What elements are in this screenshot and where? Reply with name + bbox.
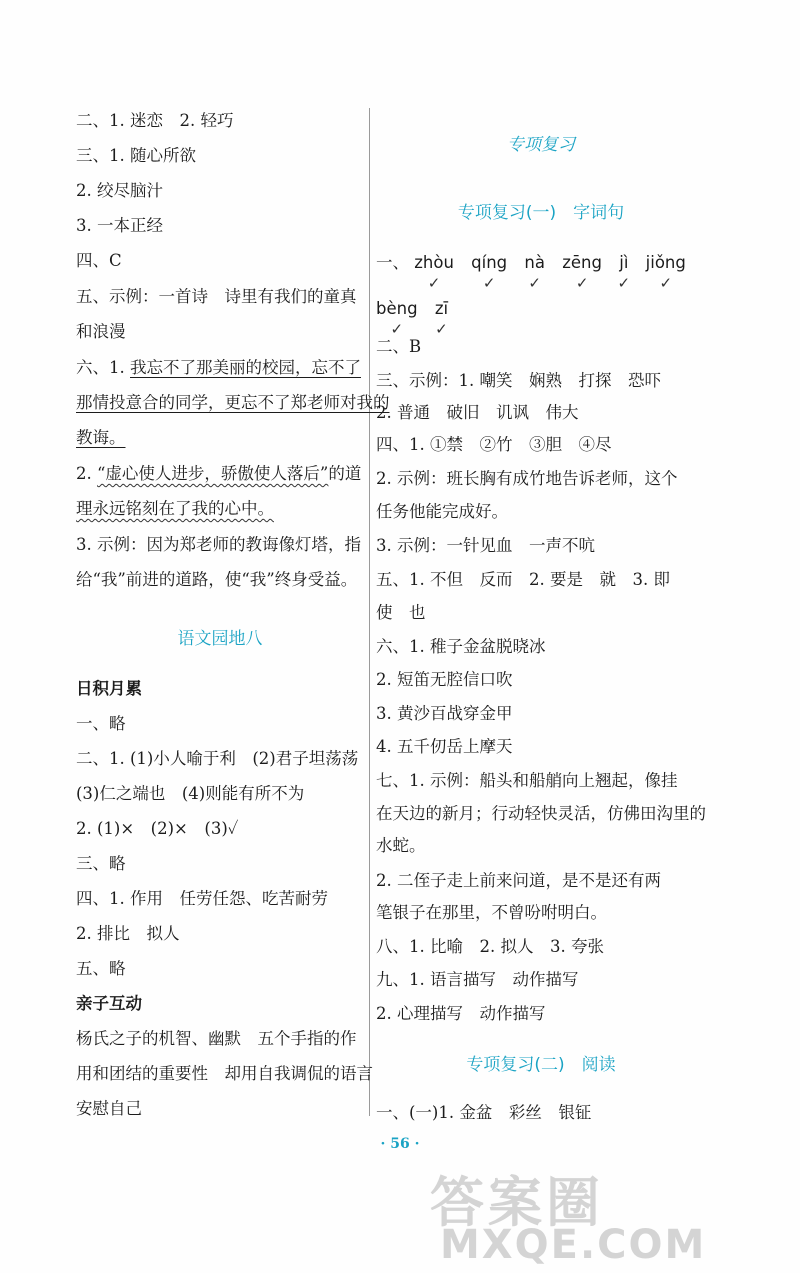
answer-line: 六、1. 稚子金盆脱晓冰: [376, 637, 546, 656]
answer-line: 2. (1)× (2)× (3)✓: [76, 819, 239, 838]
answer-line: 2. 心理描写 动作描写: [376, 1004, 546, 1023]
answer-line: 杨氏之子的机智、幽默 五个手指的作: [76, 1029, 357, 1048]
answer-line: 四、1. ①禁 ②竹 ③胆 ④尽: [376, 435, 612, 454]
pinyin: [562, 252, 602, 292]
pinyin-text: zī: [434, 299, 449, 318]
answer-line: 笔银子在那里，不曾吩咐明白。: [376, 903, 607, 922]
answer-line: 和浪漫: [76, 322, 126, 341]
answer-line: 五、示例：一首诗 诗里有我们的童真: [76, 287, 357, 306]
answer-line: 在天边的新月；行动轻快灵活，仿佛田沟里的: [376, 804, 706, 823]
answer-line: 用和团结的重要性 却用自我调侃的语言: [76, 1064, 373, 1083]
check-icon: ✓: [659, 274, 673, 292]
pinyin-line: [376, 298, 460, 338]
pinyin-text: bèng: [376, 299, 418, 318]
watermark: [430, 1160, 790, 1270]
answer-line: 给“我”前进的道路，使“我”终身受益。: [76, 570, 358, 589]
answer-line: 七、1. 示例：船头和船艄向上翘起，像挂: [376, 771, 678, 790]
answer-line: 3. 黄沙百战穿金甲: [376, 704, 513, 723]
answer-line: 2. 绞尽脑汁: [76, 181, 163, 200]
underlined-answer: 教诲。: [76, 428, 126, 447]
answer-line: 安慰自己: [76, 1099, 142, 1118]
answer-line: 3. 一本正经: [76, 216, 163, 235]
answer-line: 使 也: [376, 603, 426, 622]
pinyin-text: qíng: [471, 253, 508, 272]
answer-line: 八、1. 比喻 2. 拟人 3. 夸张: [376, 937, 604, 956]
wavy-underlined-answer: 理永远铭刻在了我的心中。: [76, 499, 274, 518]
pinyin: [414, 252, 454, 292]
check-icon: ✓: [528, 274, 541, 292]
answer-line: 二、1. (1)小人喻于利 (2)君子坦荡荡: [76, 749, 359, 768]
page-number: · 56 ·: [380, 1136, 420, 1152]
answer-line: [76, 357, 361, 379]
answer-line: 4. 五千仞岳上摩天: [376, 737, 513, 756]
subsection-title: 日积月累: [76, 679, 142, 698]
section-heading: 专项复习(一) 字词句: [457, 203, 625, 223]
answer-line: 三、略: [76, 854, 126, 873]
chapter-heading: 专项复习: [507, 135, 575, 155]
watermark-logo-text: 答案圈: [430, 1171, 604, 1234]
pinyin-text: jiǒng: [645, 253, 686, 272]
answer-line: 3. 示例：一针见血 一声不吭: [376, 536, 595, 555]
answer-line: 二、B: [376, 337, 422, 356]
answer-line: 三、示例：1. 嘲笑 娴熟 打探 恐吓: [376, 371, 661, 390]
answer-line: 一、略: [76, 714, 126, 733]
answer-line: 五、略: [76, 959, 126, 978]
pinyin-text: nà: [524, 253, 545, 272]
answer-prefix: 2.: [76, 464, 97, 483]
answer-line: 一、(一)1. 金盆 彩丝 银钲: [376, 1103, 592, 1122]
answer-line: 三、1. 随心所欲: [76, 146, 196, 165]
check-icon: ✓: [617, 274, 631, 292]
pinyin: [376, 298, 418, 338]
pinyin: [524, 252, 545, 292]
answer-line: (3)仁之端也 (4)则能有所不为: [76, 784, 305, 803]
pinyin-line: [376, 252, 698, 292]
pinyin: [617, 252, 631, 292]
check-icon: ✓: [435, 320, 448, 338]
pinyin: [434, 298, 449, 338]
section-heading: 语文园地八: [177, 629, 263, 649]
answer-line: 五、1. 不但 反而 2. 要是 就 3. 即: [376, 570, 670, 589]
section-heading: 专项复习(二) 阅读: [466, 1055, 616, 1075]
check-icon: ✓: [482, 274, 496, 292]
underlined-answer: 那情投意合的同学，更忘不了郑老师对我的: [76, 393, 390, 412]
answer-line: 任务他能完成好。: [376, 502, 508, 521]
underlined-answer: 我忘不了那美丽的校园，忘不了: [130, 358, 361, 377]
answer-line: 四、1. 作用 任劳任怨、吃苦耐劳: [76, 889, 328, 908]
subsection-title: 亲子互动: [76, 994, 142, 1013]
answer-line: 2. 示例：班长胸有成竹地告诉老师，这个: [376, 469, 678, 488]
answer-text: 的道: [328, 464, 362, 483]
answer-line: [76, 463, 361, 485]
pinyin: [471, 252, 508, 292]
answer-line: 3. 示例：因为郑老师的教诲像灯塔，指: [76, 535, 361, 554]
answer-line: 2. 排比 拟人: [76, 924, 180, 943]
answer-line: 2. 短笛无腔信口吹: [376, 670, 513, 689]
check-icon: ✓: [427, 274, 441, 292]
wavy-underlined-answer: “虚心使人进步，骄傲使人落后”: [97, 464, 329, 483]
answer-line: 2. 普通 破旧 讥讽 伟大: [376, 403, 579, 422]
pinyin: [645, 252, 686, 292]
check-icon: ✓: [390, 320, 404, 338]
answer-prefix: 六、1.: [76, 358, 130, 377]
column-divider: [369, 108, 370, 1116]
pinyin-text: zhòu: [414, 253, 454, 272]
answer-line: 水蛇。: [376, 836, 426, 855]
answer-line: 2. 二侄子走上前来问道，是不是还有两: [376, 871, 661, 890]
answer-line: 二、1. 迷恋 2. 轻巧: [76, 111, 234, 130]
answer-line: 四、C: [76, 251, 122, 270]
check-icon: ✓: [575, 274, 589, 292]
watermark-url: MXQE.COM: [440, 1222, 707, 1268]
answer-line: 九、1. 语言描写 动作描写: [376, 970, 579, 989]
answer-line: [76, 498, 274, 520]
pinyin-text: zēng: [562, 253, 602, 272]
answer-prefix: 一、: [376, 253, 409, 272]
pinyin-text: jì: [619, 253, 629, 272]
